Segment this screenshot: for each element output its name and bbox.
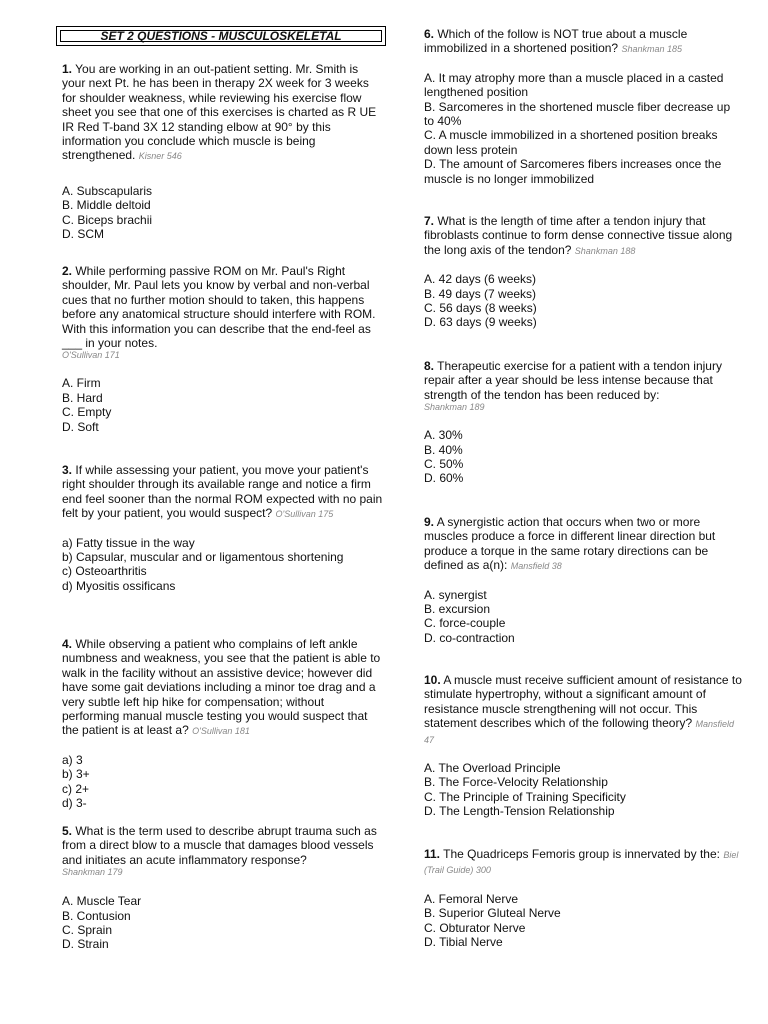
answer-option: D. The amount of Sarcomeres fibers increases once the muscle is no longer immobilized [424,157,722,186]
question-text: A muscle must receive sufficient amount of resistance to stimulate hypertrophy, without a significant amount of resistance muscle strengthening will not occur. This statement describes which of the following theory? [424,673,742,731]
question-stem [62,637,384,739]
question-stem [62,463,384,522]
answer-option: c) 2+ [62,781,90,796]
question-4 [62,637,384,810]
question-stem [424,214,742,258]
answer-options [62,376,384,434]
answer-options [424,272,742,330]
answer-option: B. 49 days (7 weeks) [424,286,537,301]
question-stem [424,673,742,747]
question-text: You are working in an out-patient setting. Mr. Smith is your next Pt. he has been in therapy 2X week for 3 weeks for shoulder weakness, while reviewing his exercise flow sheet you see that one of this exercises is charted as R UE IR Red T-band 3X 12 standing elbow at 90° by this information you conclude which muscle is being strengthened. [62,62,377,163]
question-11 [424,847,742,949]
question-text: What is the term used to describe abrupt trauma such as from a direct blow to a muscle that damages blood vessels and initiates an acute inflammatory response? [62,824,377,867]
answer-options [424,892,742,950]
answer-option: B. Middle deltoid [62,198,151,213]
answer-option: A. Femoral Nerve [424,891,519,906]
question-source: Shankman 179 [62,867,123,878]
answer-option: D. Tibial Nerve [424,935,503,950]
answer-option: C. Biceps brachii [62,212,153,227]
question-number: 11. [424,847,441,861]
question-source: Mansfield 47 [424,719,735,745]
answer-option: A. It may atrophy more than a muscle placed in a casted lengthened position [424,70,724,100]
question-3 [62,463,384,593]
answer-option: B. Hard [62,390,103,405]
question-stem [62,824,384,878]
answer-option: B. 40% [424,442,463,457]
answer-options [424,71,742,186]
answer-option: D. Soft [62,419,99,434]
question-source: Mansfield 38 [510,561,562,572]
answer-options [424,588,742,646]
question-2 [62,264,384,434]
question-number: 6. [424,27,435,41]
answer-options [62,536,384,594]
page-title: SET 2 QUESTIONS - MUSCULOSKELETAL [100,28,342,43]
answer-option: C. A muscle immobilized in a shortened position breaks down less protein [424,128,718,157]
answer-option: D. SCM [62,227,104,242]
answer-option: d) 3- [62,796,87,811]
question-7 [424,214,742,330]
answer-option: C. Obturator Nerve [424,920,526,935]
question-number: 7. [424,214,435,228]
answer-options [62,753,384,811]
answer-option: A. synergist [424,587,487,602]
answer-option: B. excursion [424,602,491,617]
question-9 [424,515,742,645]
answer-option: C. Empty [62,405,112,420]
question-source: O'Sullivan 175 [275,509,334,520]
question-stem [424,27,742,57]
answer-option: C. Sprain [62,923,113,938]
question-text: Therapeutic exercise for a patient with a tendon injury repair after a year should be less intense because that strength of the tendon has been reduced by: [424,359,722,402]
answer-option: a) Fatty tissue in the way [62,535,195,550]
question-text: The Quadriceps Femoris group is innervated by the: [443,847,720,861]
question-6 [424,27,742,186]
question-text: Which of the follow is NOT true about a muscle immobilized in a shortened position? [424,27,688,56]
answer-option: D. 60% [424,471,464,486]
question-source: Biel (Trail Guide) 300 [424,850,739,876]
question-number: 9. [424,515,435,529]
question-source: Shankman 189 [424,402,485,413]
answer-option: b) 3+ [62,767,90,782]
question-text: If while assessing your patient, you move your patient's right shoulder through its available range and notice a firm end feel sooner than the normal ROM expected with no pain felt by your patient, you would suspect? [62,463,383,521]
answer-option: b) Capsular, muscular and or ligamentous shortening [62,550,344,565]
answer-option: B. Sarcomeres in the shortened muscle fiber decrease up to 40% [424,99,731,129]
question-number: 4. [62,637,73,651]
question-text: A synergistic action that occurs when two or more muscles produce a force in different linear direction but produce a torque in the same rotary directions can be defined as a(n): [424,515,716,573]
answer-options [62,184,384,242]
answer-option: A. 42 days (6 weeks) [424,272,537,287]
answer-option: d) Myositis ossificans [62,578,176,593]
answer-option: D. 63 days (9 weeks) [424,315,537,330]
question-text: While performing passive ROM on Mr. Paul's Right shoulder, Mr. Paul lets you know by verbal and non-verbal cues that no further motion should to taken, this happens before any anatomical structure should interfere with ROM. With this information you can describe that the end-feel as ___ in your notes. [62,264,376,351]
question-source: O'Sullivan 181 [192,726,250,737]
question-8 [424,359,742,486]
question-stem [424,847,742,878]
answer-option: a) 3 [62,752,83,767]
question-number: 8. [424,359,435,373]
question-source: Shankman 188 [574,245,636,256]
answer-option: D. The Length-Tension Relationship [424,804,615,819]
answer-option: A. Firm [62,376,101,391]
answer-option: B. Superior Gluteal Nerve [424,906,561,921]
answer-options [424,428,742,486]
answer-option: B. The Force-Velocity Relationship [424,775,608,790]
question-stem [62,264,384,361]
answer-option: D. co-contraction [424,630,515,645]
question-number: 3. [62,463,73,477]
answer-option: D. Strain [62,937,109,952]
title-box [56,26,386,46]
question-1 [62,62,384,241]
answer-option: A. Subscapularis [62,183,153,198]
answer-option: A. Muscle Tear [62,894,142,909]
question-number: 2. [62,264,73,278]
question-stem [62,62,384,164]
answer-option: C. force-couple [424,616,506,631]
question-source: O'Sullivan 171 [62,350,120,361]
answer-option: A. 30% [424,428,463,443]
answer-option: B. Contusion [62,908,131,923]
answer-option: C. The Principle of Training Specificity [424,789,626,804]
question-stem [424,359,742,413]
question-number: 5. [62,824,73,838]
answer-option: C. 56 days (8 weeks) [424,301,537,316]
question-text: What is the length of time after a tendon injury that fibroblasts continue to form dense connective tissue along the long axis of the tendon? [424,214,733,257]
question-source: Kisner 546 [138,151,182,162]
answer-options [62,894,384,952]
answer-options [424,761,742,819]
question-number: 10. [424,673,441,687]
question-stem [424,515,742,574]
answer-option: C. 50% [424,457,464,472]
question-number: 1. [62,62,73,76]
question-10 [424,673,742,819]
answer-option: A. The Overload Principle [424,761,561,776]
question-text: While observing a patient who complains of left ankle numbness and weakness, you see that the patient is able to walk in the facility without an assistive device; however did have some gait deviations including a minor toe drag and a very subtle left hip hike for compensation; without performing manual muscle testing you would suspect that the patient is at least a? [62,637,381,738]
answer-option: c) Osteoarthritis [62,564,147,579]
question-source: Shankman 185 [621,44,682,55]
question-5 [62,824,384,952]
